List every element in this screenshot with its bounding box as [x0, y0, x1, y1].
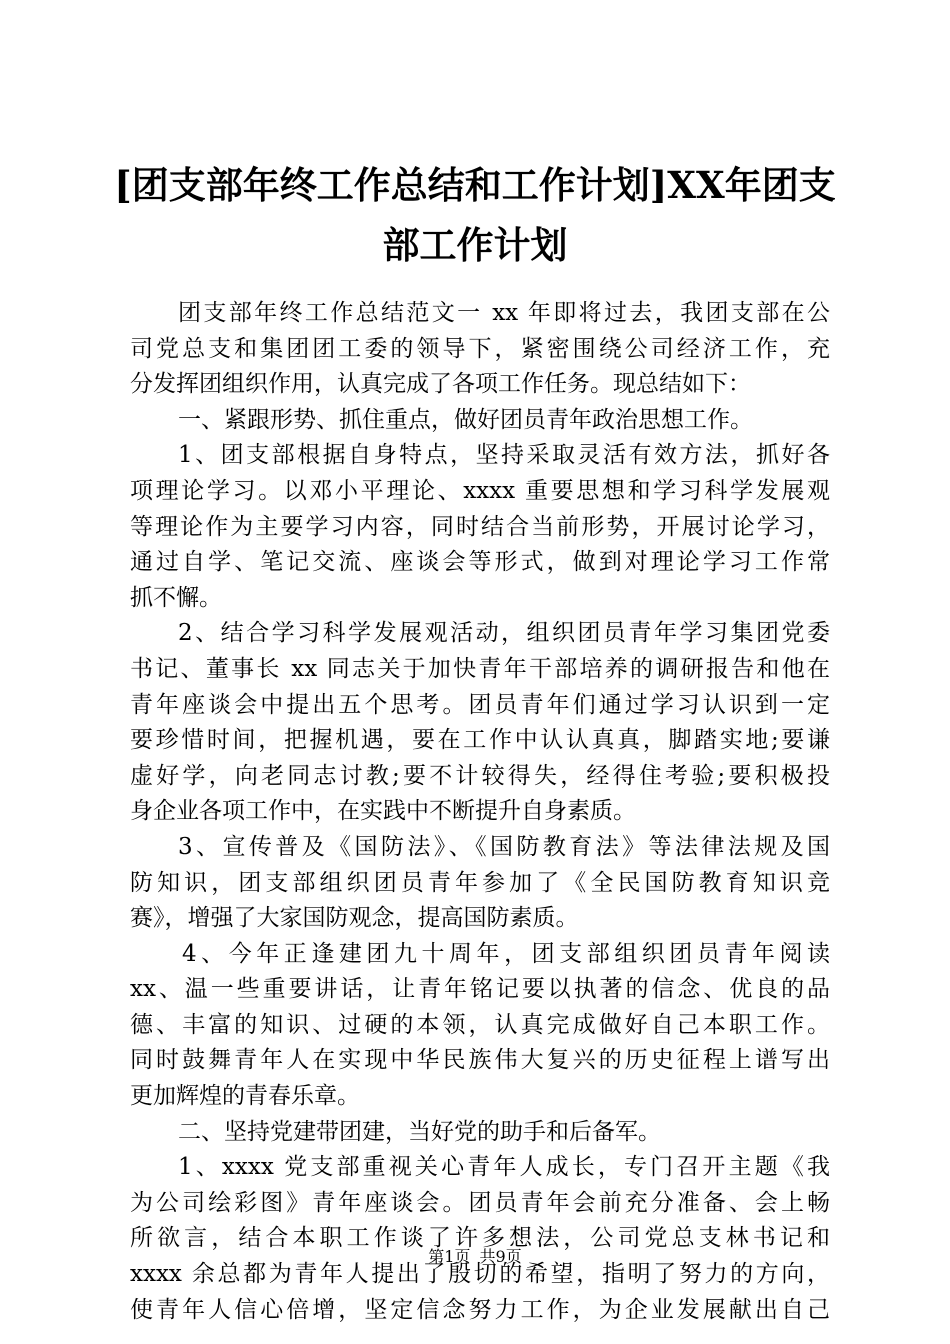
- body-line: 要珍惜时间，把握机遇，要在工作中认认真真，脚踏实地;要谦: [130, 727, 830, 754]
- body-line: 所欲言，结合本职工作谈了许多想法，公司党总支林书记和: [130, 1225, 830, 1252]
- body-line: 分发挥团组织作用，认真完成了各项工作任务。现总结如下：: [130, 371, 751, 398]
- body-line: 书记、董事长 xx 同志关于加快青年干部培养的调研报告和他在: [130, 655, 830, 682]
- body-line: xxxx 余总都为青年人提出了殷切的希望，指明了努力的方向，: [130, 1261, 830, 1288]
- body-line: 1、团支部根据自身特点，坚持采取灵活有效方法，抓好各: [178, 442, 830, 469]
- body-line: 身企业各项工作中，在实践中不断提升自身素质。: [130, 798, 636, 825]
- body-line: 虚好学，向老同志讨教;要不计较得失，经得住考验;要积极投: [130, 762, 830, 789]
- title-line-2: 部工作计划: [382, 223, 568, 267]
- page-footer: [0, 1245, 950, 1269]
- body-line: 司党总支和集团团工委的领导下，紧密围绕公司经济工作，充: [130, 335, 830, 362]
- body-line: 赛》，增强了大家国防观念，提高国防素质。: [130, 905, 579, 932]
- body-line: 二、坚持党建带团建，当好党的助手和后备军。: [178, 1118, 661, 1145]
- body-line: 项理论学习。以邓小平理论、xxxx 重要思想和学习科学发展观: [130, 477, 830, 504]
- title-line-1: [团支部年终工作总结和工作计划]XX年团支: [114, 163, 836, 207]
- body-line: 等理论作为主要学习内容，同时结合当前形势，开展讨论学习，: [130, 513, 830, 540]
- body-line: 为公司绘彩图》青年座谈会。团员青年会前充分准备、会上畅: [130, 1189, 830, 1216]
- body-line: 使青年人信心倍增，坚定信念努力工作，为企业发展献出自己: [130, 1296, 830, 1323]
- body-line: 防知识，团支部组织团员青年参加了《全民国防教育知识竞: [130, 869, 830, 896]
- body-line: 抓不懈。: [130, 584, 222, 611]
- body-line: xx、温一些重要讲话，让青年铭记要以执著的信念、优良的品: [130, 976, 830, 1003]
- body-line: 同时鼓舞青年人在实现中华民族伟大复兴的历史征程上谱写出: [130, 1047, 830, 1074]
- body-line: 团支部年终工作总结范文一 xx 年即将过去，我团支部在公: [178, 300, 830, 326]
- body-line: 2、结合学习科学发展观活动，组织团员青年学习集团党委: [178, 620, 830, 647]
- body-line: 德、丰富的知识、过硬的本领，认真完成做好自己本职工作。: [130, 1011, 830, 1038]
- body-line: 一、紧跟形势、抓住重点，做好团员青年政治思想工作。: [178, 406, 753, 433]
- body-line: 青年座谈会中提出五个思考。团员青年们通过学习认识到一定: [130, 691, 830, 718]
- page-number: 第1页: [428, 1247, 471, 1266]
- document-title: [110, 155, 840, 275]
- body-line: 更加辉煌的青春乐章。: [130, 1083, 360, 1110]
- document-body: [130, 296, 830, 1328]
- body-line: 通过自学、笔记交流、座谈会等形式，做到对理论学习工作常: [130, 549, 830, 576]
- page-total: 共9页: [479, 1247, 522, 1266]
- body-line: 4、今年正逢建团九十周年，团支部组织团员青年阅读: [182, 940, 830, 967]
- body-line: 1、xxxx 党支部重视关心青年人成长，专门召开主题《我: [178, 1154, 830, 1181]
- body-line: 3、宣传普及《国防法》、《国防教育法》等法律法规及国: [178, 833, 830, 860]
